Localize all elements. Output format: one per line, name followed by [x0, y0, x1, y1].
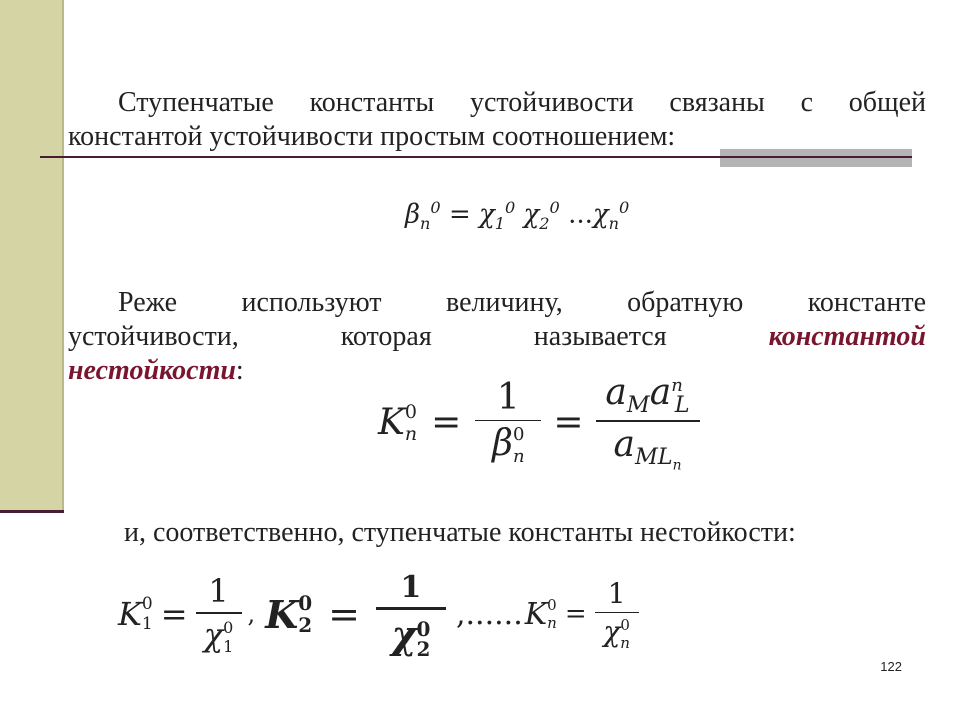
fraction-activities: $\frac{a_Ma^n_L}{a_{ML_n}}$: [596, 372, 700, 473]
formula-beta: $\beta_n^0 = \chi_1^0$ $\chi_2^0$ $...\chi_n^0$: [405, 198, 630, 233]
fraction-1-over-chin: 1 χ 0 n: [595, 577, 639, 652]
left-sidebar-decoration: [0, 0, 64, 512]
fraction-bar: [475, 420, 541, 422]
equals-sign: =: [448, 199, 471, 230]
accent-term-1: константой: [768, 321, 926, 352]
fraction-1-over-chi1: 1 χ 0 1: [196, 572, 242, 656]
fraction-bar: [376, 607, 446, 610]
formula-k-instability: K 0 n = 1 β 0 n = $\frac{a_Ma^n_L}{a_{ML_n}}$: [378, 372, 700, 473]
paragraph-1-line-2: константой устойчивости простым соотношением:: [68, 121, 676, 152]
fraction-bar: [596, 420, 700, 422]
beta-symbol: β: [405, 199, 421, 230]
header-line: [40, 156, 912, 158]
fraction-1-over-chi2: 1 χ 0 2: [376, 570, 446, 659]
paragraph-2-line-1: Реже используют величину, обратную константе: [118, 287, 926, 318]
accent-term-2: нестойкости: [68, 355, 236, 386]
paragraph-1: [68, 86, 926, 154]
fraction-bar: [595, 612, 639, 614]
paragraph-2-line-3: нестойкости:: [68, 355, 244, 386]
fraction-bar: [196, 612, 242, 614]
sidebar-bottom-line: [0, 510, 64, 513]
paragraph-2-line-2: устойчивости, которая называется константой: [68, 321, 926, 352]
paragraph-3: и, соответственно, ступенчатые константы нестойкости:: [124, 517, 796, 548]
formula-step-constants: K 0 1 = 1 χ 0 1 , K 0 2 = 1 χ 0 2 ,...... K 0 n = 1 χ 0 n: [118, 570, 639, 659]
paragraph-1-line-1: Ступенчатые константы устойчивости связаны с общей: [118, 87, 926, 118]
page-number: 122: [880, 659, 902, 674]
fraction-1-over-beta: 1 β 0 n: [475, 377, 541, 469]
